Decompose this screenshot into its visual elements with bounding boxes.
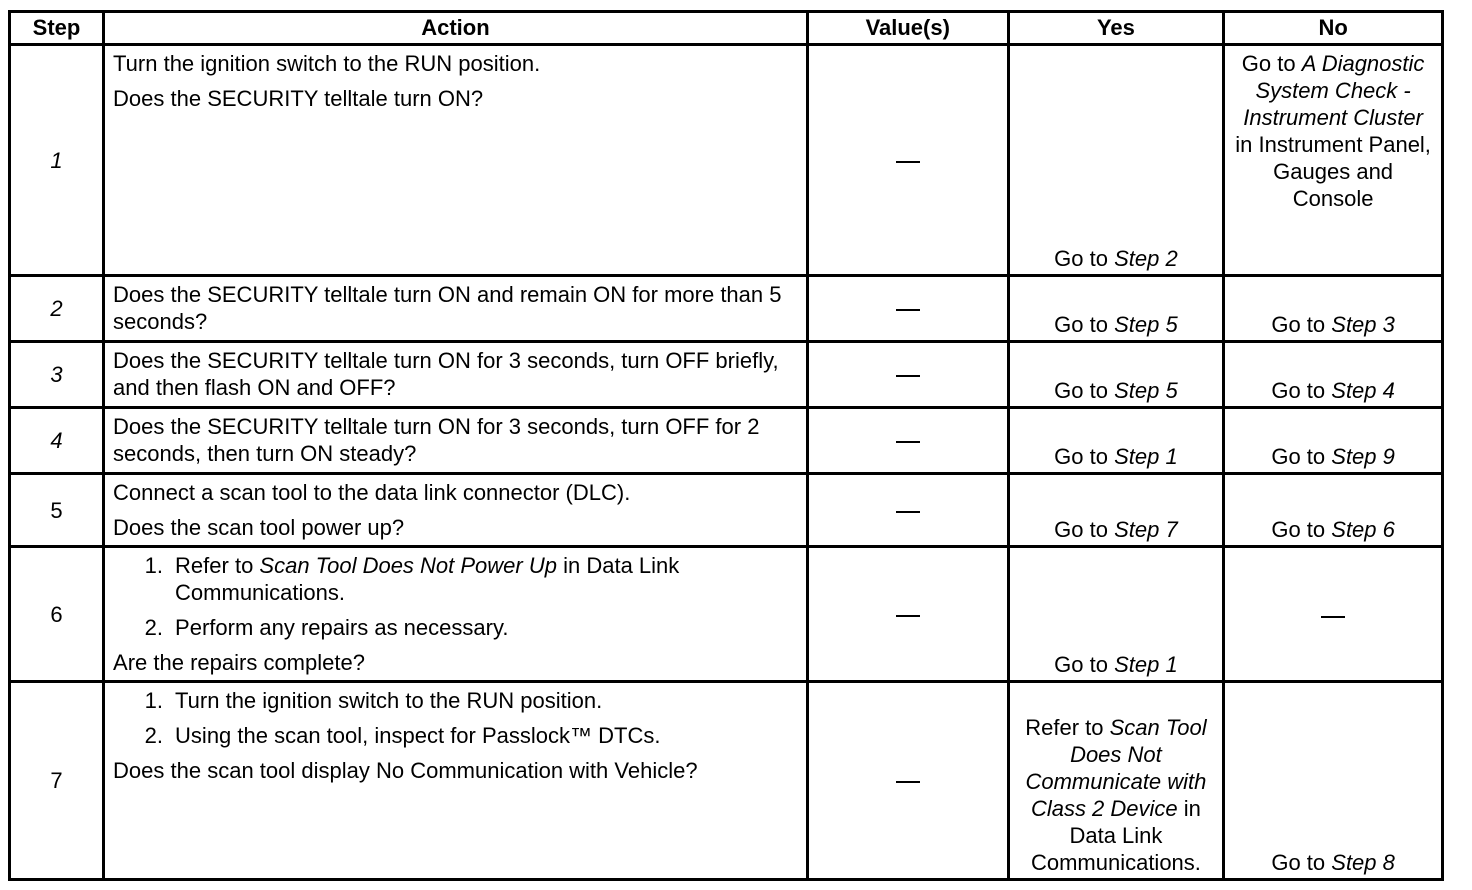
action-text: Connect a scan tool to the data link connector (DLC). [113,480,631,505]
value-cell [807,276,1008,342]
table-row [10,408,1443,474]
action-question: Does the scan tool display No Communication with Vehicle? [113,758,698,783]
no-cell [1224,45,1443,276]
yes-target-link[interactable]: Step 7 [1114,517,1178,542]
table-row [10,682,1443,880]
yes-target-link[interactable]: Step 1 [1114,652,1178,677]
table-row [10,45,1443,276]
header-value: Value(s) [807,12,1008,45]
value-dash [896,161,920,163]
header-step: Step [10,12,104,45]
table-row [10,276,1443,342]
action-question: Does the SECURITY telltale turn ON and remain ON for more than 5 seconds? [113,282,782,334]
value-dash [896,441,920,443]
value-dash [896,511,920,513]
step-number: 5 [10,474,104,547]
no-cell [1224,276,1443,342]
table-row [10,342,1443,408]
reference-link[interactable]: Scan Tool Does Not Power Up [259,553,557,578]
no-cell [1224,682,1443,880]
yes-cell [1008,474,1224,547]
action-cell [104,408,808,474]
no-prefix: Go to [1271,850,1332,875]
value-dash [896,375,920,377]
header-no: No [1224,12,1443,45]
no-target-link[interactable]: Step 6 [1331,517,1395,542]
value-cell [807,547,1008,682]
action-text: Turn the ignition switch to the RUN position. [113,51,541,76]
no-target-link[interactable]: Step 8 [1331,850,1395,875]
no-cell [1224,342,1443,408]
yes-cell [1008,682,1224,880]
step-number: 3 [10,342,104,408]
step-number: 2 [10,276,104,342]
no-cell [1224,474,1443,547]
yes-target-link[interactable]: Step 5 [1114,378,1178,403]
step-number: 7 [10,682,104,880]
no-prefix: Go to [1271,517,1332,542]
value-cell [807,474,1008,547]
no-prefix: Go to [1271,312,1332,337]
value-cell [807,45,1008,276]
no-target-link[interactable]: Step 9 [1331,444,1395,469]
list-item: 2. Perform any repairs as necessary. [169,614,798,641]
yes-prefix: Go to [1054,517,1115,542]
yes-cell [1008,342,1224,408]
list-item: 1. Turn the ignition switch to the RUN position. [169,687,798,714]
substep-list [113,552,798,641]
action-question: Does the SECURITY telltale turn ON? [113,86,484,111]
no-target-link[interactable]: Step 4 [1331,378,1395,403]
no-target-link[interactable]: Step 3 [1331,312,1395,337]
diagnostic-table [8,10,1444,881]
table-row [10,547,1443,682]
yes-target-link[interactable]: Step 5 [1114,312,1178,337]
yes-prefix: Go to [1054,246,1115,271]
yes-prefix: Go to [1054,378,1115,403]
substep-list [113,687,798,749]
no-suffix: in Instrument Panel, Gauges and Console [1235,132,1431,211]
yes-prefix: Refer to [1025,715,1110,740]
yes-cell [1008,547,1224,682]
action-cell [104,682,808,880]
value-cell [807,408,1008,474]
no-dash [1321,616,1345,618]
no-prefix: Go to [1241,51,1302,76]
value-dash [896,309,920,311]
header-action: Action [104,12,808,45]
action-question: Does the scan tool power up? [113,515,405,540]
action-cell [104,276,808,342]
step-number: 1 [10,45,104,276]
no-prefix: Go to [1271,444,1332,469]
no-cell [1224,547,1443,682]
yes-target-link[interactable]: Scan Tool Does Not Communicate with Class 2 Device [1025,715,1207,821]
no-cell [1224,408,1443,474]
step-number: 6 [10,547,104,682]
action-cell [104,45,808,276]
action-cell [104,547,808,682]
value-dash [896,615,920,617]
action-question: Does the SECURITY telltale turn ON for 3 seconds, turn OFF briefly, and then flash ON and OFF? [113,348,779,400]
header-row [10,12,1443,45]
step-number: 4 [10,408,104,474]
action-cell [104,474,808,547]
no-prefix: Go to [1271,378,1332,403]
value-dash [896,781,920,783]
no-target-link[interactable]: A Diagnostic System Check - Instrument Cluster [1243,51,1425,130]
list-item: 2. Using the scan tool, inspect for Passlock™ DTCs. [169,722,798,749]
yes-prefix: Go to [1054,444,1115,469]
yes-cell [1008,45,1224,276]
yes-prefix: Go to [1054,652,1115,677]
action-question: Are the repairs complete? [113,650,365,675]
value-cell [807,342,1008,408]
yes-prefix: Go to [1054,312,1115,337]
value-cell [807,682,1008,880]
yes-target-link[interactable]: Step 1 [1114,444,1178,469]
yes-cell [1008,276,1224,342]
yes-suffix: in Data Link Communications. [1030,796,1201,875]
list-item: 1. Refer to Scan Tool Does Not Power Up in Data Link Communications. [169,552,798,606]
yes-cell [1008,408,1224,474]
action-question: Does the SECURITY telltale turn ON for 3 seconds, turn OFF for 2 seconds, then turn ON steady? [113,414,760,466]
yes-target-link[interactable]: Step 2 [1114,246,1178,271]
header-yes: Yes [1008,12,1224,45]
action-cell [104,342,808,408]
table-row [10,474,1443,547]
